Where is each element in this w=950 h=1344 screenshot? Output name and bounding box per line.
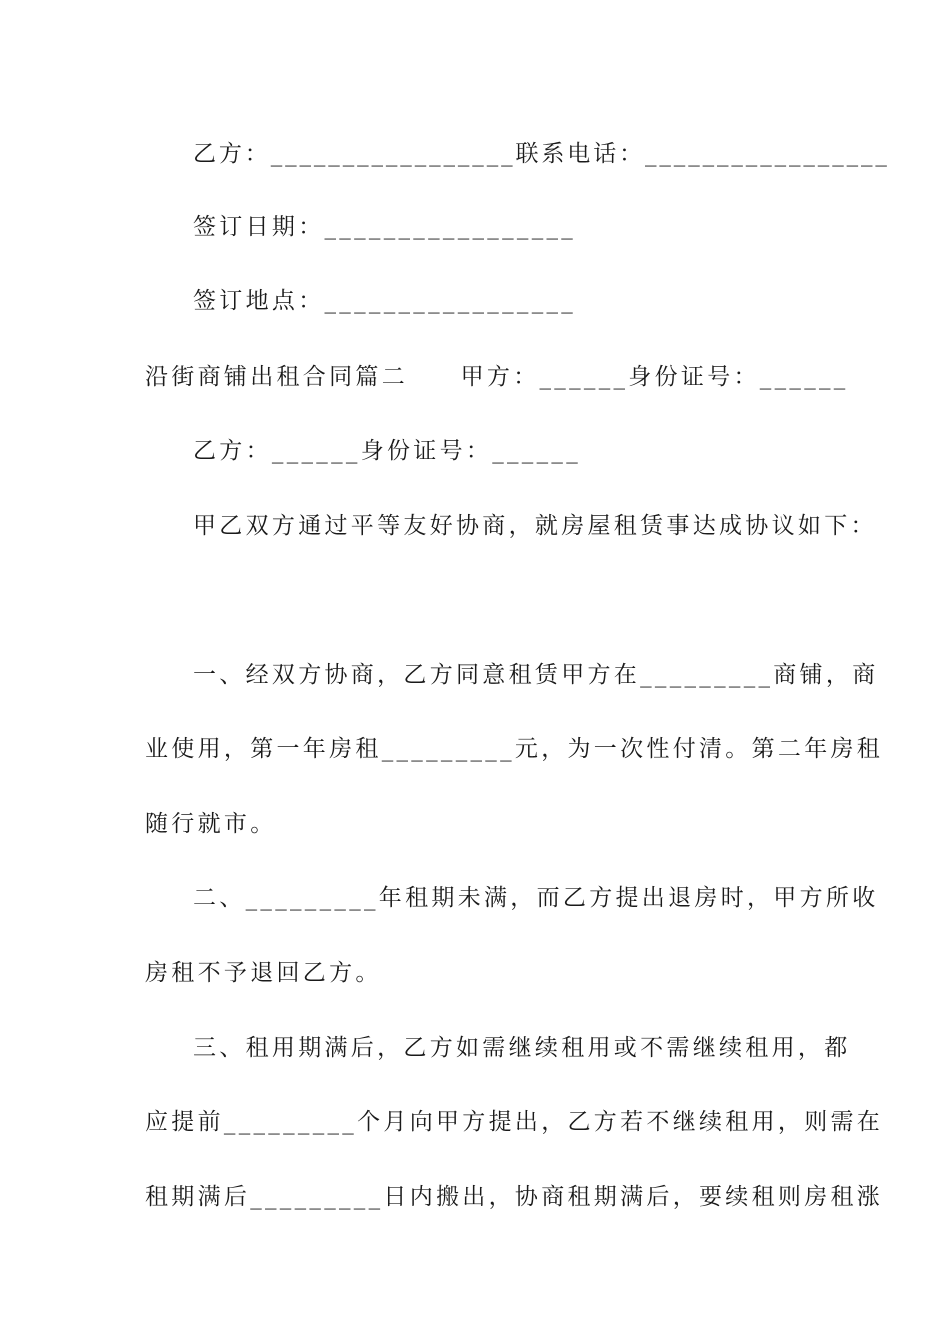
- party-b-id-line: 乙方：______身份证号：______: [193, 438, 581, 464]
- clause-3-line-2: 应提前_________个月向甲方提出，乙方若不继续租用，则需在: [145, 1109, 884, 1135]
- signing-date-line: 签订日期：_________________: [193, 214, 577, 240]
- clause-3-line-1: 三、租用期满后，乙方如需继续租用或不需继续租用，都: [193, 1035, 851, 1061]
- clause-1-line-2: 业使用，第一年房租_________元，为一次性付清。第二年房租: [145, 736, 884, 762]
- signing-place-line: 签订地点：_________________: [193, 288, 577, 314]
- contract-two-heading-line: 沿街商铺出租合同篇二 甲方：______身份证号：______: [145, 364, 849, 390]
- clause-1-line-1: 一、经双方协商，乙方同意租赁甲方在_________商铺，商: [193, 662, 879, 688]
- clause-3-line-3: 租期满后_________日内搬出，协商租期满后，要续租则房租涨: [145, 1184, 884, 1210]
- clause-2-line-2: 房租不予退回乙方。: [145, 960, 382, 986]
- clause-2-line-1: 二、_________年租期未满，而乙方提出退房时，甲方所收: [193, 885, 879, 911]
- agreement-intro: 甲乙双方通过平等友好协商，就房屋租赁事达成协议如下：: [193, 513, 877, 539]
- clause-1-line-3: 随行就市。: [145, 811, 277, 837]
- party-b-contact-line: 乙方：_________________联系电话：_________________: [193, 141, 890, 167]
